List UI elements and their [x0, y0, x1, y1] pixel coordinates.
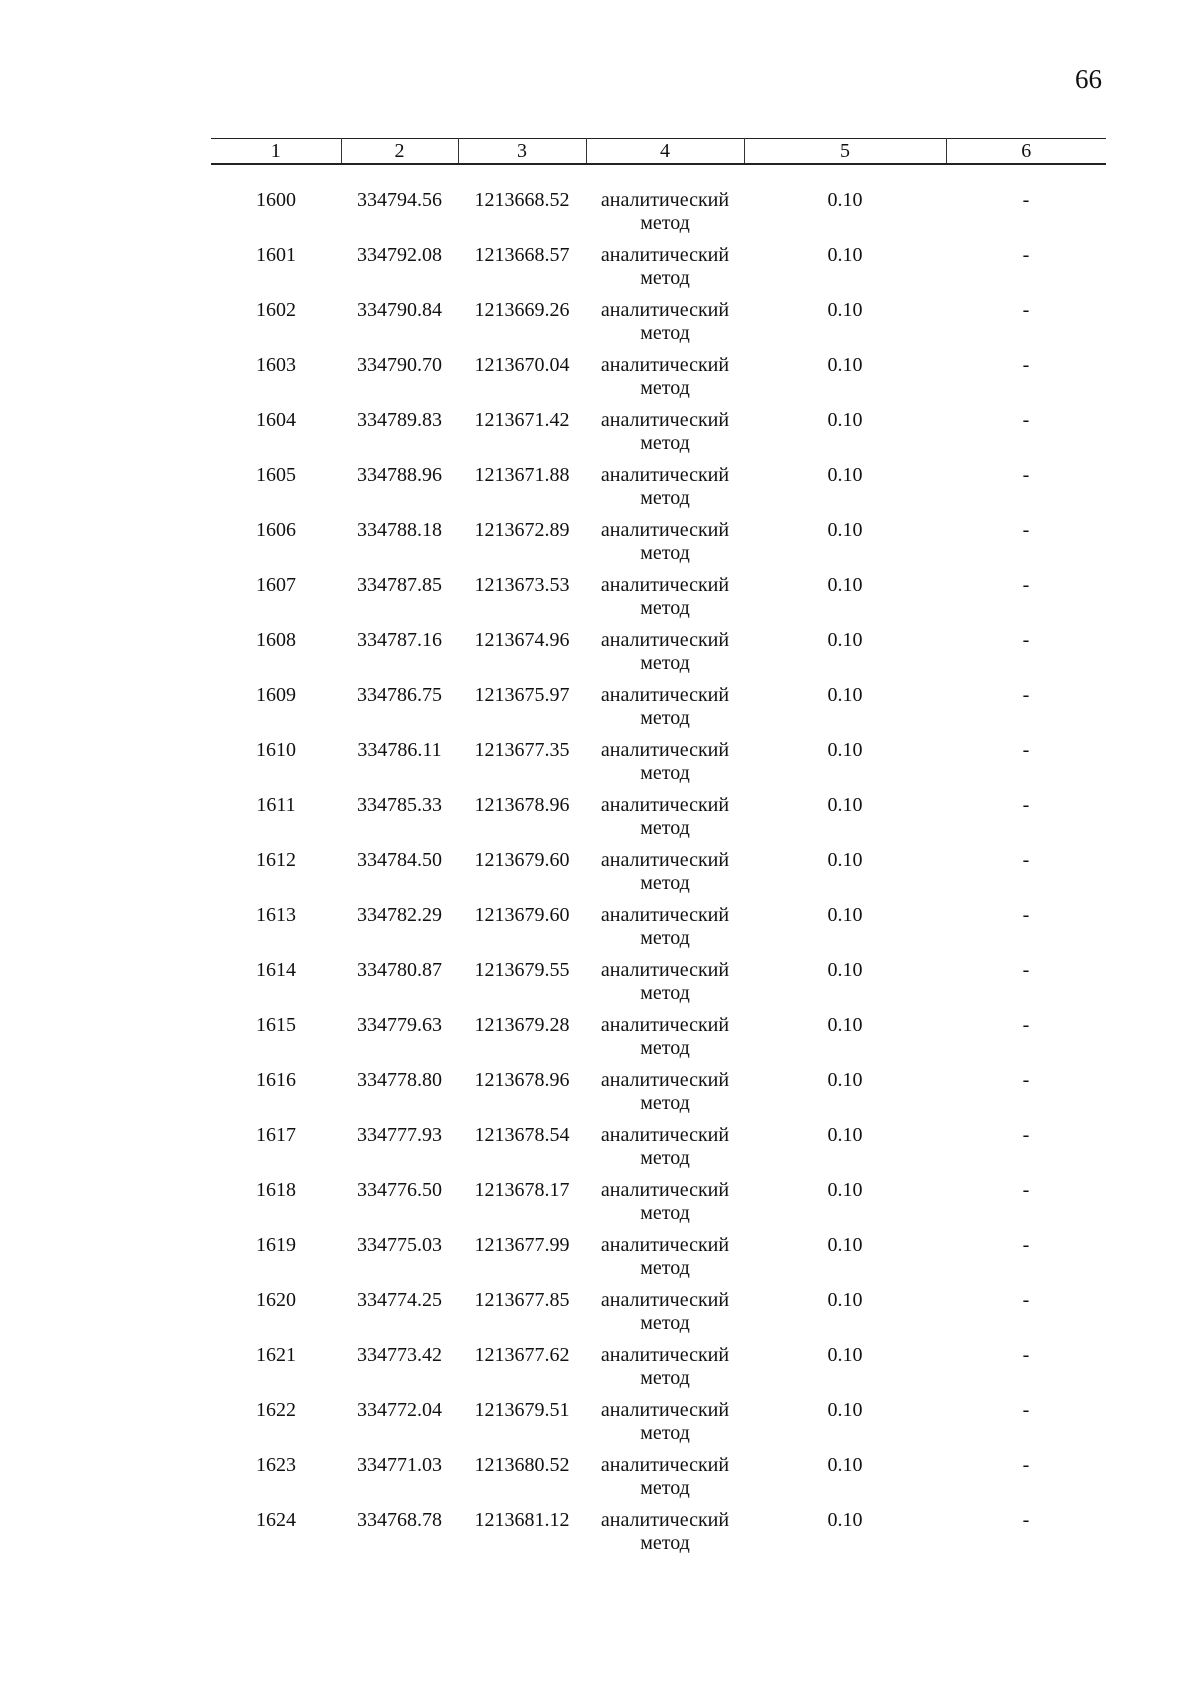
method-line-1: аналитический	[600, 1509, 730, 1531]
method-line-2: метод	[640, 542, 690, 564]
point-number: 1610	[256, 739, 296, 761]
coordinate-x: 334773.42	[357, 1344, 442, 1366]
point-number: 1615	[256, 1014, 296, 1036]
method-line-1: аналитический	[600, 1014, 730, 1036]
coordinate-x: 334780.87	[357, 959, 442, 981]
coordinate-y: 1213677.85	[474, 1289, 570, 1311]
method-cell	[586, 849, 744, 904]
method-line-1: аналитический	[600, 1234, 730, 1256]
accuracy-value: 0.10	[827, 1509, 863, 1531]
method-line-1: аналитический	[600, 1454, 730, 1476]
method-cell	[586, 574, 744, 629]
note-cell: -	[1022, 684, 1030, 706]
coordinate-y: 1213678.17	[474, 1179, 570, 1201]
method-cell	[586, 244, 744, 299]
accuracy-value: 0.10	[827, 189, 863, 211]
point-number: 1619	[256, 1234, 296, 1256]
coordinate-y: 1213679.60	[474, 904, 570, 926]
coordinate-y: 1213679.51	[474, 1399, 570, 1421]
coordinate-y: 1213674.96	[474, 629, 570, 651]
table-row	[211, 794, 1106, 849]
coordinate-x: 334771.03	[357, 1454, 442, 1476]
coordinate-x: 334784.50	[357, 849, 442, 871]
method-cell	[586, 794, 744, 849]
note-cell: -	[1022, 299, 1030, 321]
coordinate-x: 334777.93	[357, 1124, 442, 1146]
coordinate-x: 334786.11	[357, 739, 442, 761]
coordinate-x: 334776.50	[357, 1179, 442, 1201]
note-cell: -	[1022, 1069, 1030, 1091]
method-cell	[586, 629, 744, 684]
coordinate-x: 334790.70	[357, 354, 442, 376]
coordinate-x: 334790.84	[357, 299, 442, 321]
point-number: 1600	[256, 189, 296, 211]
accuracy-value: 0.10	[827, 794, 863, 816]
method-line-2: метод	[640, 377, 690, 399]
method-line-2: метод	[640, 1257, 690, 1279]
point-number: 1605	[256, 464, 296, 486]
table-header	[211, 139, 1106, 165]
coordinate-y: 1213678.96	[474, 794, 570, 816]
point-number: 1621	[256, 1344, 296, 1366]
coordinate-x: 334779.63	[357, 1014, 442, 1036]
point-number: 1614	[256, 959, 296, 981]
method-cell	[586, 1344, 744, 1399]
method-cell	[586, 684, 744, 739]
note-cell: -	[1022, 959, 1030, 981]
table-row	[211, 464, 1106, 519]
method-line-2: метод	[640, 1312, 690, 1334]
accuracy-value: 0.10	[827, 1399, 863, 1421]
note-cell: -	[1022, 244, 1030, 266]
table-row	[211, 354, 1106, 409]
method-cell	[586, 904, 744, 959]
table-row	[211, 1344, 1106, 1399]
note-cell: -	[1022, 849, 1030, 871]
note-cell: -	[1022, 464, 1030, 486]
coordinate-x: 334788.96	[357, 464, 442, 486]
method-line-1: аналитический	[600, 794, 730, 816]
note-cell: -	[1022, 1014, 1030, 1036]
accuracy-value: 0.10	[827, 1289, 863, 1311]
method-line-1: аналитический	[600, 244, 730, 266]
coordinates-table	[211, 138, 1106, 1564]
method-line-1: аналитический	[600, 959, 730, 981]
note-cell: -	[1022, 1399, 1030, 1421]
table-row	[211, 1069, 1106, 1124]
method-line-1: аналитический	[600, 739, 730, 761]
method-line-1: аналитический	[600, 519, 730, 541]
method-line-2: метод	[640, 1092, 690, 1114]
coordinate-y: 1213677.99	[474, 1234, 570, 1256]
accuracy-value: 0.10	[827, 1069, 863, 1091]
note-cell: -	[1022, 794, 1030, 816]
coordinate-y: 1213679.28	[474, 1014, 570, 1036]
accuracy-value: 0.10	[827, 1179, 863, 1201]
accuracy-value: 0.10	[827, 629, 863, 651]
table-row	[211, 1124, 1106, 1179]
method-line-2: метод	[640, 432, 690, 454]
coordinate-y: 1213680.52	[474, 1454, 570, 1476]
method-line-2: метод	[640, 872, 690, 894]
method-line-1: аналитический	[600, 629, 730, 651]
method-cell	[586, 409, 744, 464]
column-header-5: 5	[744, 139, 946, 165]
table-row	[211, 299, 1106, 354]
note-cell: -	[1022, 1509, 1030, 1531]
coordinate-y: 1213670.04	[474, 354, 570, 376]
point-number: 1604	[256, 409, 296, 431]
coordinate-y: 1213675.97	[474, 684, 570, 706]
method-line-1: аналитический	[600, 409, 730, 431]
table-row	[211, 959, 1106, 1014]
method-line-2: метод	[640, 1367, 690, 1389]
method-cell	[586, 1454, 744, 1509]
method-cell	[586, 354, 744, 409]
note-cell: -	[1022, 574, 1030, 596]
coordinate-x: 334778.80	[357, 1069, 442, 1091]
accuracy-value: 0.10	[827, 904, 863, 926]
method-line-2: метод	[640, 1147, 690, 1169]
table-row	[211, 1509, 1106, 1564]
point-number: 1617	[256, 1124, 296, 1146]
point-number: 1620	[256, 1289, 296, 1311]
table-body	[211, 164, 1106, 1564]
accuracy-value: 0.10	[827, 464, 863, 486]
table-row	[211, 1014, 1106, 1069]
point-number: 1624	[256, 1509, 296, 1531]
coordinate-y: 1213681.12	[474, 1509, 570, 1531]
header-row	[211, 139, 1106, 165]
coordinate-y: 1213668.57	[474, 244, 570, 266]
accuracy-value: 0.10	[827, 519, 863, 541]
table-row	[211, 519, 1106, 574]
note-cell: -	[1022, 519, 1030, 541]
point-number: 1613	[256, 904, 296, 926]
table-row	[211, 244, 1106, 299]
table-row	[211, 1234, 1106, 1289]
note-cell: -	[1022, 1289, 1030, 1311]
note-cell: -	[1022, 629, 1030, 651]
coordinate-x: 334794.56	[357, 189, 442, 211]
method-line-1: аналитический	[600, 684, 730, 706]
column-header-1: 1	[211, 139, 341, 165]
coordinate-x: 334775.03	[357, 1234, 442, 1256]
page-number: 66	[1075, 64, 1102, 94]
coordinate-y: 1213671.42	[474, 409, 570, 431]
method-line-2: метод	[640, 982, 690, 1004]
coordinate-x: 334782.29	[357, 904, 442, 926]
method-line-1: аналитический	[600, 1179, 730, 1201]
note-cell: -	[1022, 1454, 1030, 1476]
method-line-2: метод	[640, 817, 690, 839]
table-row	[211, 739, 1106, 794]
point-number: 1602	[256, 299, 296, 321]
point-number: 1601	[256, 244, 296, 266]
coordinate-y: 1213668.52	[474, 189, 570, 211]
note-cell: -	[1022, 354, 1030, 376]
coordinate-x: 334788.18	[357, 519, 442, 541]
table-row	[211, 409, 1106, 464]
method-line-1: аналитический	[600, 1124, 730, 1146]
coordinate-x: 334786.75	[357, 684, 442, 706]
accuracy-value: 0.10	[827, 849, 863, 871]
coordinate-x: 334768.78	[357, 1509, 442, 1531]
method-cell	[586, 189, 744, 244]
method-line-2: метод	[640, 322, 690, 344]
method-line-1: аналитический	[600, 849, 730, 871]
note-cell: -	[1022, 1124, 1030, 1146]
method-line-2: метод	[640, 1202, 690, 1224]
note-cell: -	[1022, 904, 1030, 926]
method-line-2: метод	[640, 707, 690, 729]
accuracy-value: 0.10	[827, 1344, 863, 1366]
coordinate-x: 334772.04	[357, 1399, 442, 1421]
method-line-2: метод	[640, 487, 690, 509]
method-line-1: аналитический	[600, 299, 730, 321]
method-line-2: метод	[640, 652, 690, 674]
method-line-2: метод	[640, 212, 690, 234]
column-header-4: 4	[586, 139, 744, 165]
note-cell: -	[1022, 189, 1030, 211]
accuracy-value: 0.10	[827, 1014, 863, 1036]
note-cell: -	[1022, 409, 1030, 431]
accuracy-value: 0.10	[827, 299, 863, 321]
method-line-1: аналитический	[600, 354, 730, 376]
note-cell: -	[1022, 1234, 1030, 1256]
coordinate-x: 334785.33	[357, 794, 442, 816]
table-row	[211, 574, 1106, 629]
method-line-2: метод	[640, 597, 690, 619]
table-row	[211, 629, 1106, 684]
coordinate-y: 1213672.89	[474, 519, 570, 541]
note-cell: -	[1022, 1344, 1030, 1366]
method-line-2: метод	[640, 762, 690, 784]
table-row	[211, 849, 1106, 904]
point-number: 1603	[256, 354, 296, 376]
table-row	[211, 904, 1106, 959]
coordinates-table-container	[211, 138, 1106, 1564]
accuracy-value: 0.10	[827, 1454, 863, 1476]
method-line-1: аналитический	[600, 189, 730, 211]
method-line-2: метод	[640, 927, 690, 949]
method-cell	[586, 959, 744, 1014]
point-number: 1616	[256, 1069, 296, 1091]
method-line-2: метод	[640, 1532, 690, 1554]
coordinate-y: 1213678.54	[474, 1124, 570, 1146]
column-header-2: 2	[341, 139, 458, 165]
point-number: 1611	[256, 794, 296, 816]
coordinate-x: 334774.25	[357, 1289, 442, 1311]
coordinate-y: 1213669.26	[474, 299, 570, 321]
table-row	[211, 1454, 1106, 1509]
coordinate-x: 334789.83	[357, 409, 442, 431]
accuracy-value: 0.10	[827, 1124, 863, 1146]
coordinate-y: 1213677.35	[474, 739, 570, 761]
method-cell	[586, 464, 744, 519]
method-cell	[586, 1014, 744, 1069]
method-cell	[586, 1179, 744, 1234]
note-cell: -	[1022, 1179, 1030, 1201]
table-row	[211, 684, 1106, 739]
method-line-1: аналитический	[600, 574, 730, 596]
table-row	[211, 1179, 1106, 1234]
method-line-1: аналитический	[600, 1344, 730, 1366]
coordinate-y: 1213679.60	[474, 849, 570, 871]
method-cell	[586, 1509, 744, 1564]
point-number: 1607	[256, 574, 296, 596]
method-line-2: метод	[640, 267, 690, 289]
point-number: 1623	[256, 1454, 296, 1476]
accuracy-value: 0.10	[827, 409, 863, 431]
point-number: 1608	[256, 629, 296, 651]
coordinate-y: 1213679.55	[474, 959, 570, 981]
coordinate-y: 1213673.53	[474, 574, 570, 596]
column-header-3: 3	[458, 139, 586, 165]
method-cell	[586, 739, 744, 794]
coordinate-y: 1213677.62	[474, 1344, 570, 1366]
method-line-1: аналитический	[600, 1289, 730, 1311]
method-cell	[586, 299, 744, 354]
header-spacer	[211, 164, 1106, 189]
method-line-1: аналитический	[600, 1069, 730, 1091]
method-cell	[586, 1399, 744, 1454]
method-cell	[586, 519, 744, 574]
table-row	[211, 1399, 1106, 1454]
accuracy-value: 0.10	[827, 244, 863, 266]
method-cell	[586, 1124, 744, 1179]
table-row	[211, 189, 1106, 244]
accuracy-value: 0.10	[827, 684, 863, 706]
method-line-2: метод	[640, 1037, 690, 1059]
accuracy-value: 0.10	[827, 739, 863, 761]
method-line-1: аналитический	[600, 464, 730, 486]
method-line-1: аналитический	[600, 904, 730, 926]
accuracy-value: 0.10	[827, 354, 863, 376]
column-header-6: 6	[946, 139, 1106, 165]
coordinate-x: 334787.16	[357, 629, 442, 651]
point-number: 1622	[256, 1399, 296, 1421]
point-number: 1606	[256, 519, 296, 541]
accuracy-value: 0.10	[827, 1234, 863, 1256]
coordinate-x: 334792.08	[357, 244, 442, 266]
method-cell	[586, 1289, 744, 1344]
method-cell	[586, 1234, 744, 1289]
method-line-1: аналитический	[600, 1399, 730, 1421]
point-number: 1618	[256, 1179, 296, 1201]
accuracy-value: 0.10	[827, 574, 863, 596]
point-number: 1612	[256, 849, 296, 871]
coordinate-x: 334787.85	[357, 574, 442, 596]
point-number: 1609	[256, 684, 296, 706]
method-line-2: метод	[640, 1422, 690, 1444]
note-cell: -	[1022, 739, 1030, 761]
coordinate-y: 1213678.96	[474, 1069, 570, 1091]
coordinate-y: 1213671.88	[474, 464, 570, 486]
method-line-2: метод	[640, 1477, 690, 1499]
method-cell	[586, 1069, 744, 1124]
table-row	[211, 1289, 1106, 1344]
accuracy-value: 0.10	[827, 959, 863, 981]
